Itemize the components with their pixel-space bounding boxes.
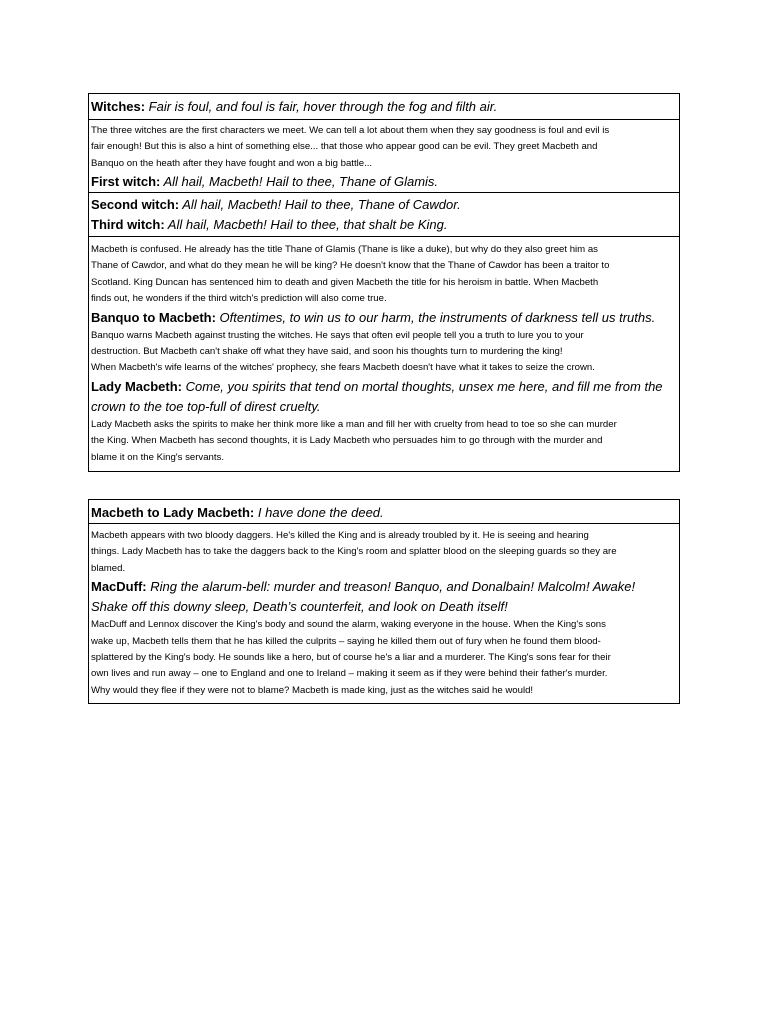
body-line: MacDuff and Lennox discover the King's body and sound the alarm, waking everyone in the house. When the King's sons: [91, 619, 606, 631]
speaker-label: Witches:: [91, 99, 146, 114]
macduff-line-cont: [91, 597, 679, 617]
speaker-label: Macbeth to Lady Macbeth:: [91, 505, 255, 520]
body-line: Scotland. King Duncan has sentenced him to death and given Macbeth the title for his heroism in battle. When Macbeth: [91, 276, 599, 288]
scene-table-1: [88, 93, 680, 472]
macbeth-deed-row: [89, 500, 679, 524]
second-third-witch-row: [89, 193, 679, 237]
quote-text: Come, you spirits that tend on mortal thoughts, unsex me here, and fill me from the: [182, 378, 663, 394]
macbeth-deed-line: [91, 503, 679, 523]
body-line: destruction. But Macbeth can't shake off what they have said, and soon his thoughts turn to murdering the king!: [91, 346, 563, 358]
quote-text: Fair is foul, and foul is fair, hover through the fog and filth air.: [145, 99, 498, 114]
body-line: fair enough! But this is also a hint of something else... that those who appear good can be evil. They greet Macbeth and: [91, 141, 598, 153]
body-line: blame it on the King's servants.: [91, 451, 225, 463]
body-line: Macbeth is confused. He already has the title Thane of Glamis (Thane is like a duke), but why do they also greet him as: [91, 244, 598, 255]
body-line: Lady Macbeth asks the spirits to make her think more like a man and fill her with cruelty from head to toe so she can murder: [91, 418, 617, 430]
body-line: own lives and run away – one to England and one to Ireland – making it seem as if they were behind their father's murder.: [91, 668, 608, 680]
scene-table-2: [88, 499, 680, 704]
witches-quote-line: [91, 97, 679, 117]
body-line: splattered by the King's body. He sounds like a hero, but of course he's a liar and a murderer. The King's sons fear for their: [91, 652, 611, 664]
body-line: Thane of Cawdor, and what do they mean he will be king? He doesn't know that the Thane of Cawdor has been a traitor to: [91, 260, 610, 272]
body-line: Why would they flee if they were not to blame? Macbeth is made king, just as the witches said he would!: [91, 684, 534, 696]
quote-text: Ring the alarum-bell: murder and treason! Banquo, and Donalbain! Malcolm! Awake!: [146, 579, 636, 595]
speaker-label: Third witch:: [91, 217, 165, 232]
quote-text: All hail, Macbeth! Hail to thee, that shalt be King.: [164, 217, 448, 232]
body-line: Banquo on the heath after they have fought and won a big battle...: [91, 157, 373, 169]
quote-text: All hail, Macbeth! Hail to thee, Thane of Cawdor.: [179, 197, 461, 212]
body-line: The three witches are the first characters we meet. We can tell a lot about them when they say goodness is foul and evil is: [91, 125, 610, 136]
body-line: Banquo warns Macbeth against trusting the witches. He says that often evil people tell you a truth to lure you to your: [91, 329, 584, 341]
body-line: finds out, he wonders if the third witch's prediction will also come true.: [91, 293, 387, 305]
quote-text: Oftentimes, to win us to our harm, the instruments of darkness tell us truths.: [215, 309, 656, 325]
speaker-label: Lady Macbeth:: [91, 378, 183, 394]
speaker-label: MacDuff:: [91, 579, 147, 595]
quote-text: I have done the deed.: [254, 505, 384, 520]
macbeth-confused-row: [89, 237, 679, 472]
banquo-line: [91, 308, 679, 328]
murder-discovery-row: [89, 524, 679, 704]
body-line: blamed.: [91, 562, 126, 574]
lady-macbeth-line: [91, 377, 679, 397]
second-witch-line: [91, 195, 679, 215]
macduff-line: [91, 577, 679, 597]
quote-text: All hail, Macbeth! Hail to thee, Thane of Glamis.: [160, 174, 439, 190]
body-line: things. Lady Macbeth has to take the daggers back to the King's room and splatter blood on the sleeping guards so they are: [91, 546, 617, 558]
speaker-label: Banquo to Macbeth:: [91, 309, 216, 325]
third-witch-line: [91, 215, 679, 235]
body-line: the King. When Macbeth has second thoughts, it is Lady Macbeth who persuades him to go through with the murder and: [91, 435, 603, 447]
body-line: wake up, Macbeth tells them that he has killed the culprits – saying he killed them out of fury when he found them blood-: [91, 635, 601, 647]
speaker-label: Second witch:: [91, 197, 180, 212]
lady-macbeth-line-cont: [91, 397, 679, 417]
body-line: When Macbeth's wife learns of the witches' prophecy, she fears Macbeth doesn't have what it takes to seize the crown.: [91, 362, 595, 374]
witches-intro-row: [89, 120, 679, 193]
quote-text: crown to the toe top-full of direst cruelty.: [91, 398, 321, 414]
speaker-label: First witch:: [91, 174, 161, 190]
first-witch-line: [91, 172, 679, 192]
body-line: Macbeth appears with two bloody daggers. He's killed the King and is already troubled by it. He is seeing and hearing: [91, 530, 589, 541]
quote-text: Shake off this downy sleep, Death’s counterfeit, and look on Death itself!: [91, 599, 508, 615]
witches-row: [89, 94, 679, 120]
